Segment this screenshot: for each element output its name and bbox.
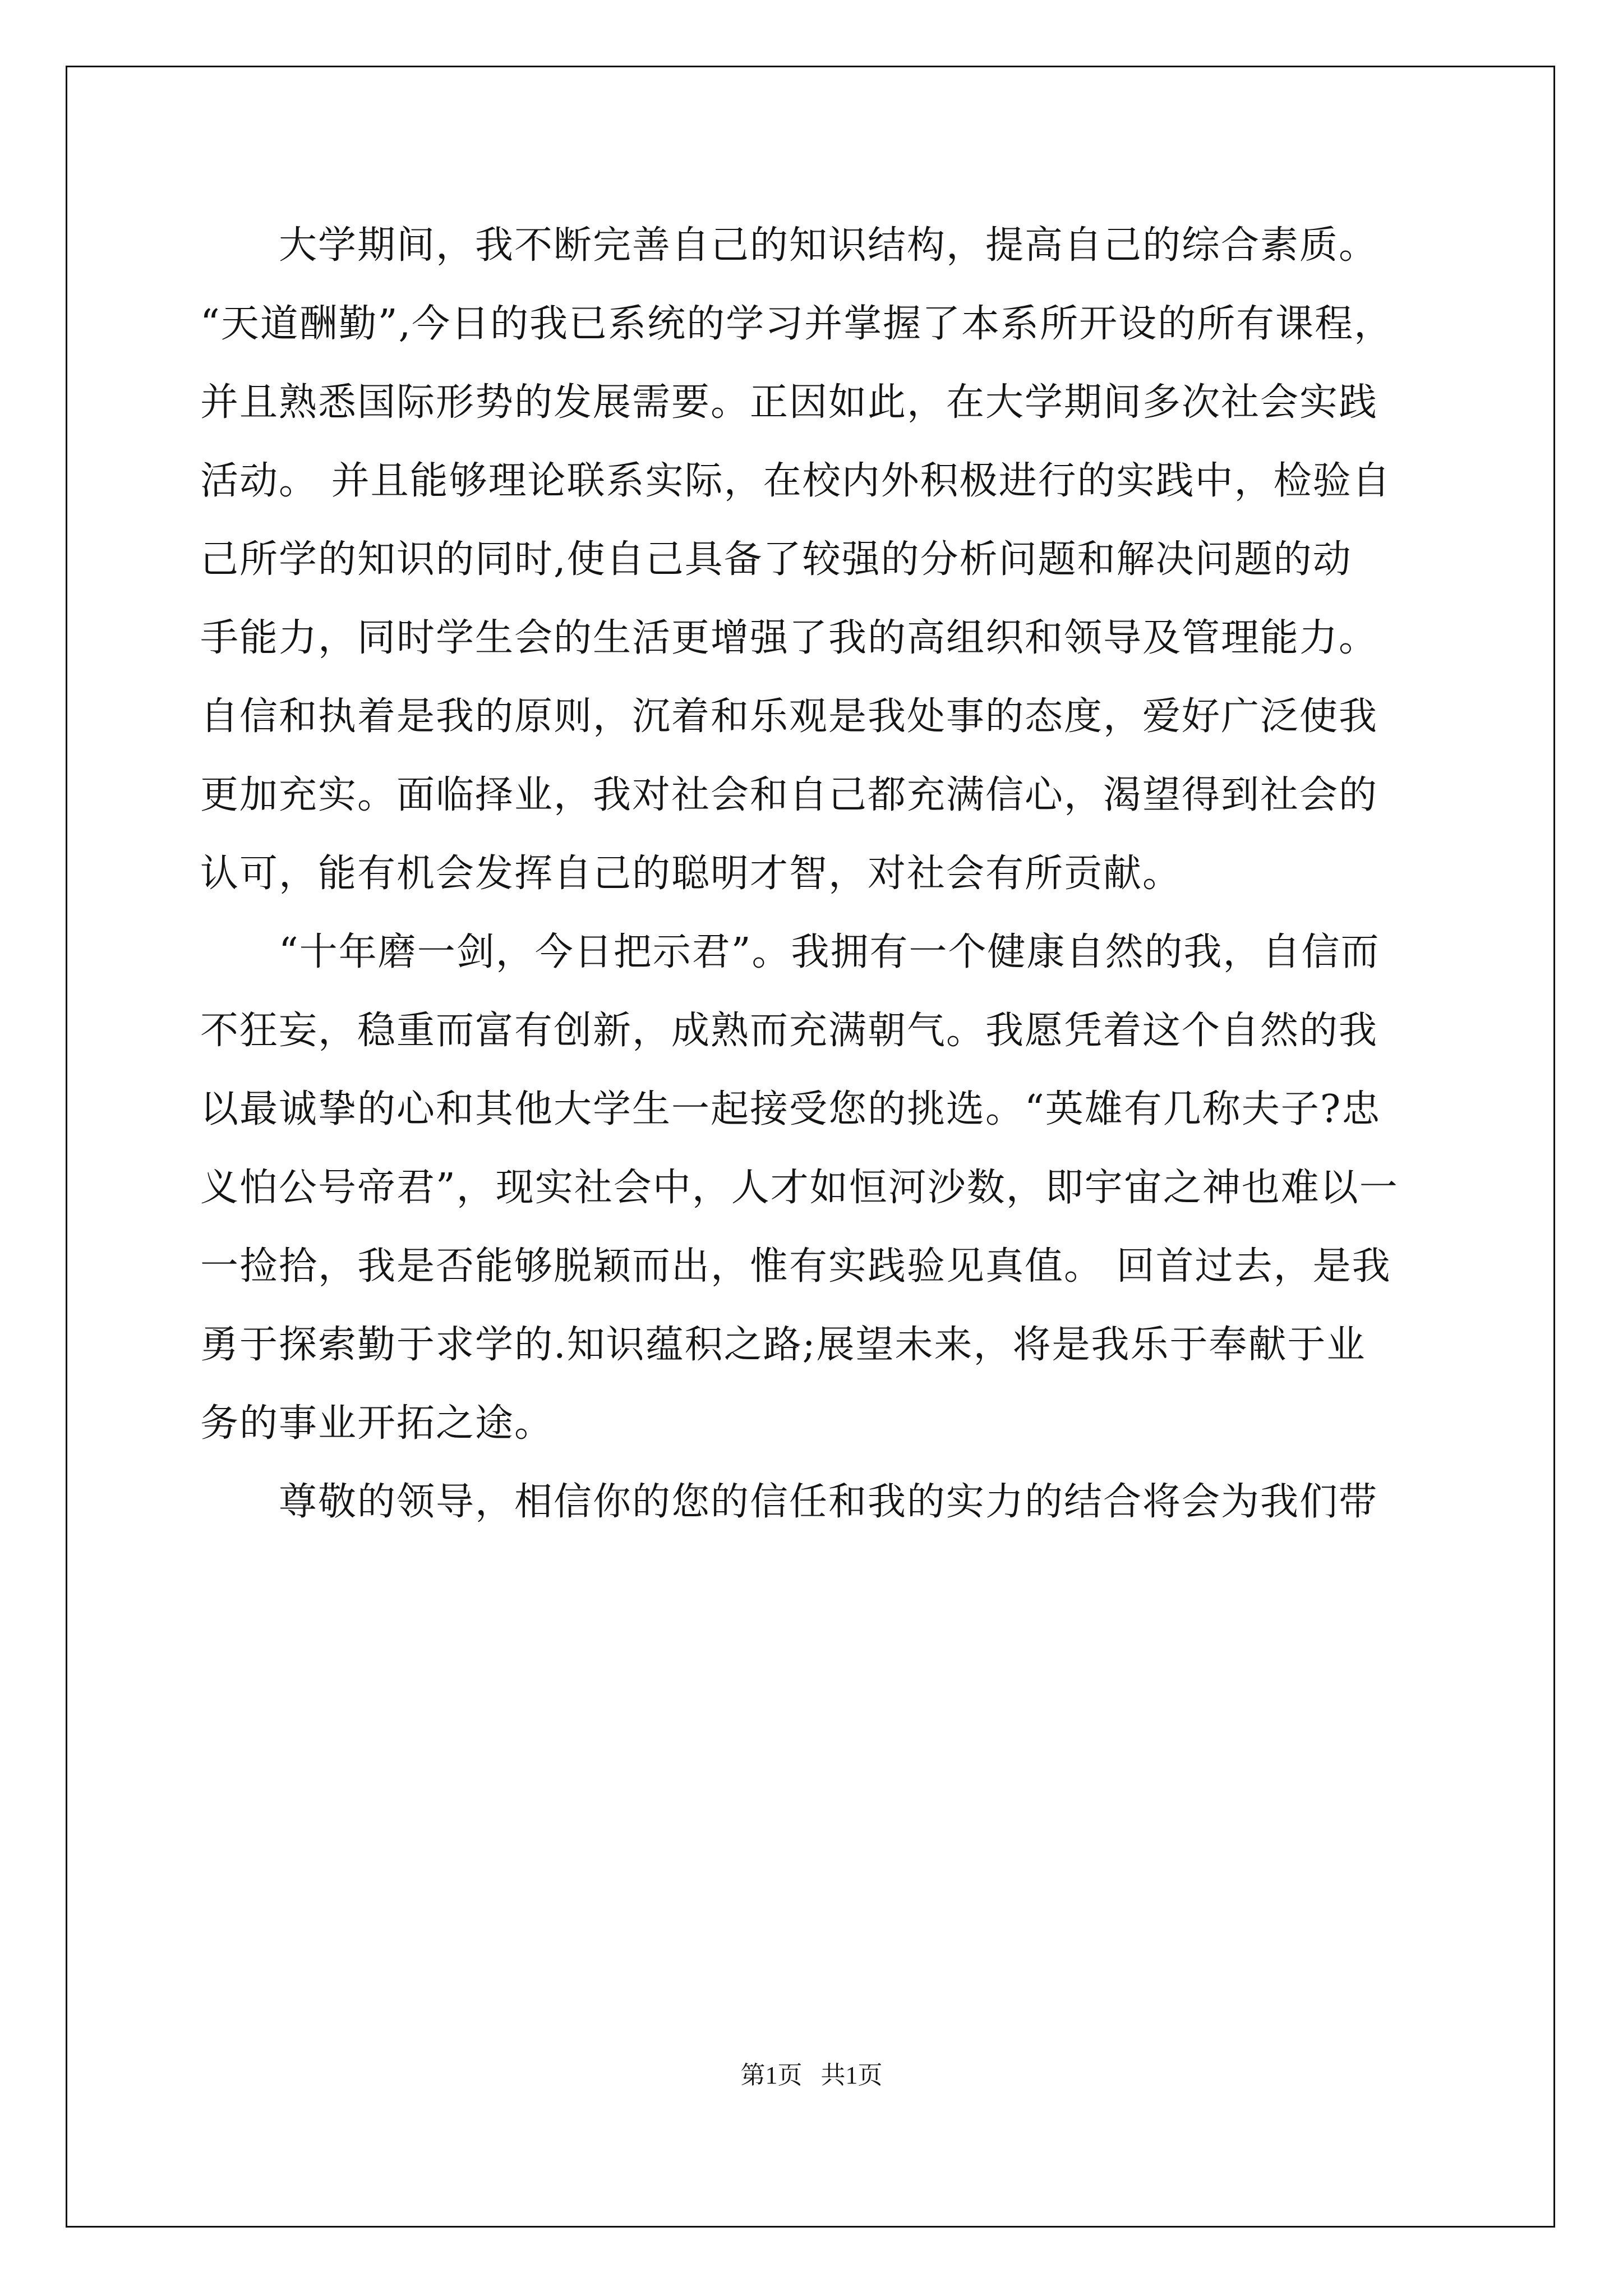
paragraph-1-line-9: 认可，能有机会发挥自己的聪明才智，对社会有所贡献。 <box>200 852 1182 896</box>
paragraph-2-line-6: 勇于探索勤于求学的.知识蕴积之路;展望未来，将是我乐于奉献于业 <box>200 1323 1366 1367</box>
paragraph-1-line-5: 己所学的知识的同时,使自己具备了较强的分析问题和解决问题的动 <box>200 537 1352 582</box>
paragraph-1-line-2: “天道酬勤”,今日的我已系统的学习并掌握了本系所开设的所有课程， <box>200 302 1394 346</box>
paragraph-2-line-4: 义怕公号帝君”，现实社会中，人才如恒河沙数，即宇宙之神也难以一 <box>200 1166 1399 1210</box>
paragraph-2-line-2: 不狂妄，稳重而富有创新，成熟而充满朝气。我愿凭着这个自然的我 <box>200 1009 1378 1053</box>
paragraph-1-line-7: 自信和执着是我的原则，沉着和乐观是我处事的态度，爱好广泛使我 <box>200 694 1378 739</box>
paragraph-1-line-1: 大学期间，我不断完善自己的知识结构，提高自己的综合素质。 <box>279 223 1378 268</box>
paragraph-2-line-7: 务的事业开拓之途。 <box>200 1401 554 1446</box>
page-number-footer: 第1页 共1页 <box>740 2062 883 2089</box>
paragraph-1-line-4: 活动。 并且能够理论联系实际，在校内外积极进行的实践中，检验自 <box>200 459 1391 503</box>
paragraph-2-line-5: 一捡拾，我是否能够脱颖而出，惟有实践验见真值。 回首过去，是我 <box>200 1244 1391 1289</box>
paragraph-2-line-3: 以最诚挚的心和其他大学生一起接受您的挑选。“英雄有几称夫子?忠 <box>200 1087 1381 1131</box>
paragraph-1-line-6: 手能力，同时学生会的生活更增强了我的高组织和领导及管理能力。 <box>200 616 1378 660</box>
paragraph-1-line-8: 更加充实。面临择业，我对社会和自己都充满信心，渴望得到社会的 <box>200 773 1378 817</box>
paragraph-1-line-3: 并且熟悉国际形势的发展需要。正因如此，在大学期间多次社会实践 <box>200 380 1378 425</box>
paragraph-3-line-1: 尊敬的领导，相信你的您的信任和我的实力的结合将会为我们带 <box>279 1480 1378 1524</box>
paragraph-2-line-1: “十年磨一剑，今日把示君”。我拥有一个健康自然的我，自信而 <box>279 930 1380 974</box>
